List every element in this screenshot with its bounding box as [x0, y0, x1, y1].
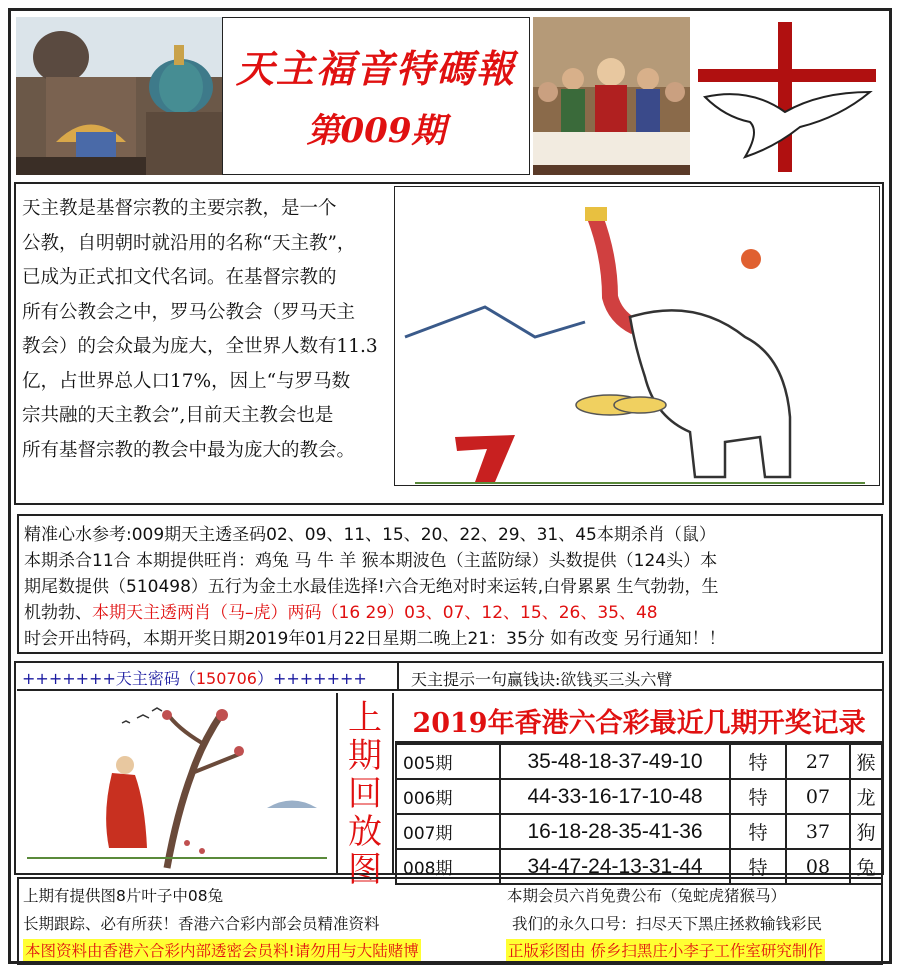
intro-line: 所有基督宗教的教会中最为庞大的教会。	[22, 439, 356, 461]
info-line: 本期杀合11合 本期提供旺肖：鸡兔 马 牛 羊 猴本期波色（主蓝防绿）头数提供（124头）本	[24, 551, 718, 571]
footer-disclaimer: 本图资料由香港六合彩内部透密会员料!请勿用与大陆赌博	[23, 939, 421, 961]
zodiac-cell: 猴	[850, 744, 882, 779]
intro-line: 天主教是基督宗教的主要宗教，是一个	[22, 198, 337, 219]
zodiac-cell: 龙	[850, 779, 882, 814]
records-table	[395, 743, 883, 885]
special-marker: 特	[730, 744, 786, 779]
special-marker: 特	[730, 849, 786, 884]
intro-line: 亿，占世界总人口17%，因上“与罗马数	[22, 370, 351, 392]
table-row	[396, 744, 882, 779]
replay-char: 图	[348, 850, 382, 890]
replay-char: 放	[348, 812, 382, 852]
numbers-cell: 34-47-24-13-31-44	[500, 849, 730, 884]
info-text: 机勃勃、	[24, 603, 92, 623]
intro-line: 所有公教会之中，罗马公教会（罗马天主	[22, 301, 356, 323]
zodiac-cell: 兔	[850, 849, 882, 884]
special-number: 27	[786, 744, 850, 779]
password-bar	[17, 663, 397, 691]
replay-label	[336, 693, 394, 890]
footer-motto: 我们的永久口号：扫尽天下黑庄拯救输钱彩民	[512, 915, 823, 933]
issue-cell: 005期	[396, 744, 500, 779]
info-line: 时会开出特码，本期开奖日期2019年01月22日星期二晚上21：35分 如有改变 另行通知！！	[24, 629, 726, 649]
cathedral-image	[16, 17, 222, 175]
intro-text	[18, 188, 390, 500]
records-title: 2019年香港六合彩最近几期开奖记录	[395, 693, 883, 743]
page-title: 天主福音特碼報	[235, 46, 516, 91]
replay-char: 回	[348, 774, 382, 814]
password-prefix: +++++++天主密码（	[22, 669, 196, 688]
special-marker: 特	[730, 779, 786, 814]
special-number: 08	[786, 849, 850, 884]
numbers-cell: 35-48-18-37-49-10	[500, 744, 730, 779]
sage-illustration	[17, 693, 335, 873]
zodiac-cell: 狗	[850, 814, 882, 849]
intro-line: 宗共融的天主教会”,目前天主教会也是	[22, 405, 334, 426]
info-panel	[17, 514, 883, 654]
info-line	[24, 600, 881, 626]
numbers-cell: 44-33-16-17-10-48	[500, 779, 730, 814]
info-line: 期尾数提供（510498）五行为金土水最佳选择!六合无绝对时来运转,白骨累累 生气勃勃，生	[24, 577, 719, 597]
cross-dove-image	[690, 17, 883, 175]
table-row	[396, 814, 882, 849]
replay-char: 期	[348, 736, 382, 776]
intro-line: 公教，自明朝时就沿用的名称“天主教”，	[22, 232, 356, 254]
issue-cell: 007期	[396, 814, 500, 849]
last-supper-image	[533, 17, 690, 175]
replay-char: 上	[348, 698, 382, 738]
footer-slogan: 长期跟踪、必有所获！香港六合彩内部会员精准资料	[23, 915, 380, 933]
highlight-prediction: 本期天主透两肖（马–虎）两码（16 29）03、07、12、15、26、35、48	[92, 603, 658, 623]
special-number: 37	[786, 814, 850, 849]
password-suffix: ）+++++++	[256, 669, 367, 688]
footer	[17, 877, 883, 965]
issue-cell: 008期	[396, 849, 500, 884]
password-code: 150706	[195, 669, 257, 688]
footer-previous: 上期有提供图8片叶子中08兔	[23, 887, 224, 905]
issue-number: 第009期	[306, 111, 446, 151]
special-marker: 特	[730, 814, 786, 849]
footer-credit: 正版彩图由 侨乡扫黑庄小李子工作室研究制作	[506, 939, 825, 961]
special-number: 07	[786, 779, 850, 814]
title-panel	[222, 17, 530, 175]
intro-line: 教会）的会众最为庞大，全世界人数有11.3	[22, 336, 378, 357]
numbers-cell: 16-18-28-35-41-36	[500, 814, 730, 849]
footer-member: 本期会员六肖免费公布（兔蛇虎猪猴马）	[507, 887, 787, 905]
tip-bar: 天主提示一句赢钱诀:欲钱买三头六臂	[397, 663, 883, 691]
issue-cell: 006期	[396, 779, 500, 814]
table-row	[396, 779, 882, 814]
info-line: 精准心水参考:009期天主透圣码02、09、11、15、20、22、29、31、45本期杀肖（鼠）	[24, 525, 716, 545]
elephant-illustration	[394, 186, 880, 486]
intro-line: 已成为正式扣文代名词。在基督宗教的	[22, 267, 337, 288]
